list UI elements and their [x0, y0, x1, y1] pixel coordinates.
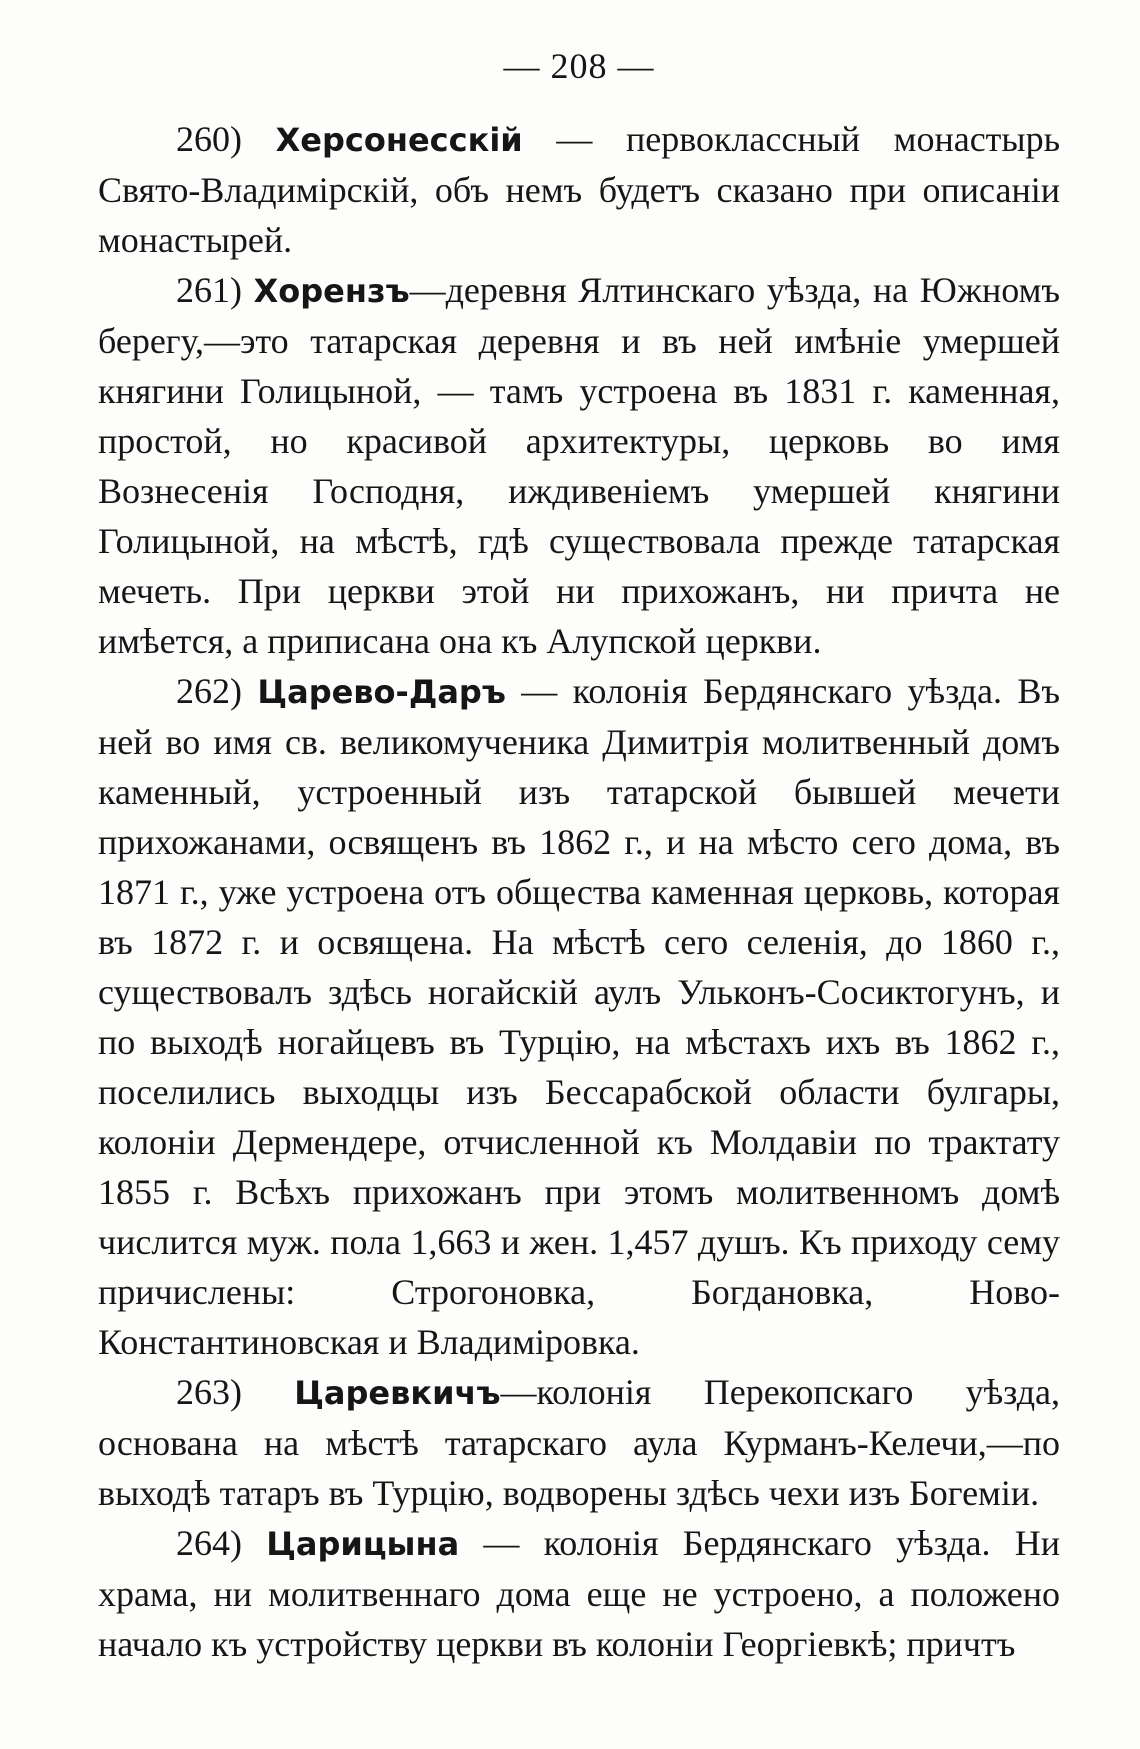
entry-262	[98, 666, 1060, 1367]
entry-headword: Хорензъ	[253, 272, 410, 310]
entry-text: —деревня Ялтинскаго уѣзда, на Южномъ берегу,—это татарская деревня и въ ней имѣніе умершей княгини Голицыной, — тамъ устроена въ 1831 г. каменная, простой, но красивой архитектуры, церковь во имя Вознесенія Господня, иждивеніемъ умершей княгини Голицыной, на мѣстѣ, гдѣ существовала прежде татарская мечеть. При церкви этой ни прихожанъ, ни причта не имѣется, а приписана она къ Алупской церкви.	[98, 270, 1061, 661]
entry-text: — колонія Бердянскаго уѣзда. Ни храма, ни молитвеннаго дома еще не устроено, а положено начало къ устройству церкви въ колоніи Георгіевкѣ; причтъ	[98, 1523, 1061, 1664]
page-number: — 208 —	[503, 46, 655, 86]
entry-number: 261)	[176, 270, 242, 310]
entry-number: 260)	[176, 119, 242, 159]
book-page	[98, 46, 1060, 1669]
entry-headword: Царевкичъ	[294, 1374, 501, 1412]
entry-number: 262)	[176, 671, 242, 711]
entry-264	[98, 1518, 1060, 1669]
entry-text: — первоклассный монастырь Свято-Владимірскій, объ немъ будетъ сказано при описаніи монастырей.	[98, 119, 1061, 260]
entry-text: —колонія Перекопскаго уѣзда, основана на мѣстѣ татарскаго аула Курманъ-Келечи,—по выходѣ татаръ въ Турцію, водворены здѣсь чехи изъ Богеміи.	[98, 1372, 1060, 1513]
entry-number: 263)	[176, 1372, 242, 1412]
entry-263	[98, 1367, 1060, 1518]
entry-260	[98, 114, 1060, 265]
entry-headword: Царево-Даръ	[257, 673, 506, 711]
entry-number: 264)	[176, 1523, 242, 1563]
entry-261	[98, 265, 1060, 666]
entry-headword: Херсонесскій	[275, 121, 523, 159]
entry-text: — колонія Бердянскаго уѣзда. Въ ней во имя св. великомученика Димитрія молитвенный домъ каменный, устроенный изъ татарской бывшей мечети прихожанами, освященъ въ 1862 г., и на мѣсто сего дома, въ 1871 г., уже устроена отъ общества каменная церковь, которая въ 1872 г. и освящена. На мѣстѣ сего селенія, до 1860 г., существовалъ здѣсь ногайскій аулъ Ульконъ-Сосиктогунъ, и по выходѣ ногайцевъ въ Турцію, на мѣстахъ ихъ въ 1862 г., поселились выходцы изъ Бессарабской области булгары, колоніи Дермендере, отчисленной къ Молдавіи по трактату 1855 г. Всѣхъ прихожанъ при этомъ молитвенномъ домѣ числится муж. пола 1,663 и жен. 1,457 душъ. Къ приходу сему причислены: Строгоновка, Богдановка, Ново-Константиновская и Владиміровка.	[98, 671, 1060, 1362]
entry-headword: Царицына	[266, 1525, 460, 1563]
